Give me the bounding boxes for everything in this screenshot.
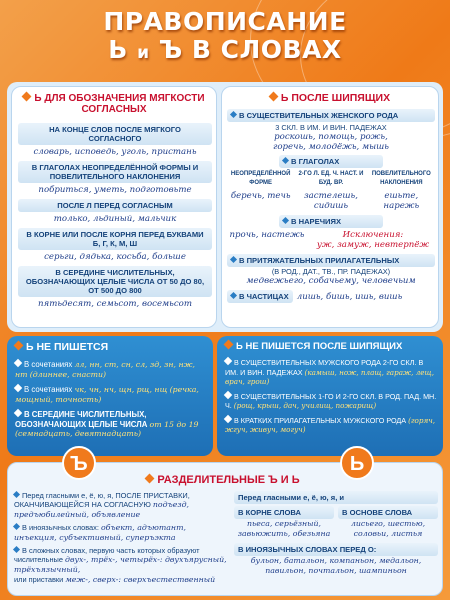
rule-example: только, льдиный, мальчик [53, 214, 177, 224]
adverbs-example: прочь, настежь [229, 230, 305, 240]
adj-sub: (В РОД., ДАТ., ТВ., ПР. ПАДЕЖАХ) [271, 267, 391, 276]
sep-right-bottom: В ИНОЯЗЫЧНЫХ СЛОВАХ ПЕРЕД О: [234, 543, 438, 556]
separating-panel [7, 462, 443, 596]
sep-col: В КОРНЕ СЛОВА пьеса, серьёзный, завьюжить, обезьяна [234, 506, 334, 539]
verbs-col: НЕОПРЕДЕЛЁННОЙ ФОРМЕ беречь, течь [230, 171, 291, 201]
soft-sign-header: Ь ДЛЯ ОБОЗНАЧЕНИЯ МЯГКОСТИ СОГЛАСНЫХ [12, 93, 216, 115]
page-title [0, 8, 450, 67]
title-soft-sign: Ь [108, 35, 128, 64]
top-panel [7, 82, 443, 332]
rule-example: пятьдесят, семьсот, восемьсот [37, 299, 193, 309]
adj-example: медвежьего, собачьему, человечьим [246, 276, 416, 286]
title-and: и [137, 43, 150, 63]
particles-row [227, 290, 435, 303]
not-written-header: Ь НЕ ПИШЕТСЯ [7, 336, 213, 358]
after-sibilants-body [227, 109, 435, 303]
sep-right-columns [234, 506, 438, 539]
sep-col: В ОСНОВЕ СЛОВА лисьего, шестью, соловьи, листья [338, 506, 438, 539]
not-after-header: Ь НЕ ПИШЕТСЯ ПОСЛЕ ШИПЯЩИХ [217, 336, 443, 357]
adverbs-exceptions: Исключения: уж, замуж, невтерпёж [316, 230, 430, 250]
fem-example-2: горечь, молодёжь, мышь [273, 142, 389, 152]
verbs-col: ПОВЕЛИТЕЛЬНОГО НАКЛОНЕНИЯ ешьте, нарежь [371, 171, 431, 211]
verbs-label: В ГЛАГОЛАХ [279, 155, 383, 168]
particles-label: В ЧАСТИЦАХ [227, 290, 293, 303]
rule-label: НА КОНЦЕ СЛОВ ПОСЛЕ МЯГКОГО СОГЛАСНОГО [18, 123, 212, 145]
not-after-body [225, 358, 437, 435]
fem-example-1: роскошь, помощь, рожь, [274, 132, 388, 142]
rule-label: В СЕРЕДИНЕ ЧИСЛИТЕЛЬНЫХ, ОБОЗНАЧАЮЩИХ ЦЕЛЫЕ ЧИСЛА ОТ 50 ДО 80, ОТ 500 ДО 800 [18, 266, 212, 297]
rule-2: В СУЩЕСТВИТЕЛЬНЫХ 1-ГО И 2-ГО СКЛ. В РОД. ПАД. МН. Ч. (рощ, крыш, дач, училищ, пожарищ) [225, 391, 437, 410]
verbs-columns [227, 170, 435, 211]
not-after-panel [217, 336, 443, 456]
rule-label: ПОСЛЕ Л ПЕРЕД СОГЛАСНЫМ [18, 199, 212, 212]
sep-rule: Перед гласными е, ё, ю, я, ПОСЛЕ ПРИСТАВКИ, ОКАНЧИВАЮЩЕЙСЯ НА СОГЛАСНУЮ подъезд, предъюбилейный, объявление [14, 491, 190, 519]
adj-label: В ПРИТЯЖАТЕЛЬНЫХ ПРИЛАГАТЕЛЬНЫХ [227, 254, 435, 267]
after-sibilants-header: Ь ПОСЛЕ ШИПЯЩИХ [222, 93, 438, 104]
rule-label: В КОРНЕ ИЛИ ПОСЛЕ КОРНЯ ПЕРЕД БУКВАМИ Б, Г, К, М, Ш [18, 228, 212, 250]
sep-right-top: Перед гласными е, ё, ю, я, и [234, 491, 438, 504]
rule-example: побриться, уметь, подготовьте [38, 185, 192, 195]
adverbs-row [227, 230, 435, 250]
sep-rule: В сложных словах, первую часть которых образуют числительные двух-, трёх-, четырёх-: двухъярусный, трёхъязычный, [14, 546, 227, 574]
title-line-2 [0, 36, 450, 67]
fem-sub: 3 СКЛ. В ИМ. И ВИН. ПАДЕЖАХ [275, 123, 387, 132]
rule-3: В КРАТКИХ ПРИЛАГАТЕЛЬНЫХ МУЖСКОГО РОДА (горяч, жгуч, живуч, могуч) [225, 415, 435, 434]
fem-label: В СУЩЕСТВИТЕЛЬНЫХ ЖЕНСКОГО РОДА [227, 109, 435, 122]
rule-label: В ГЛАГОЛАХ НЕОПРЕДЕЛЁННОЙ ФОРМЫ И ПОВЕЛИТЕЛЬНОГО НАКЛОНЕНИЯ [18, 161, 212, 183]
not-written-body [15, 360, 207, 439]
verbs-col: 2-ГО Л. ЕД. Ч. НАСТ. И БУД. ВР. застелешь, сидишь [298, 171, 364, 211]
rule-3: В СЕРЕДИНЕ ЧИСЛИТЕЛЬНЫХ, ОБОЗНАЧАЮЩИХ ЦЕЛЫЕ ЧИСЛА от 15 до 19 (семнадцать, девятнадцать) [15, 410, 199, 438]
sep-rule: В иноязычных словах: объект, адъютант, инъекция, субъективный, суперъэкта [14, 523, 186, 542]
sep-right-bottom-example: бульон, батальон, компаньон, медальон, павильон, почтальон, шампиньон [250, 556, 422, 575]
rule-example: словарь, исповедь, уголь, пристань [33, 147, 197, 157]
diamond-icon [268, 92, 278, 102]
title-line-1: ПРАВОПИСАНИЕ [103, 7, 347, 36]
soft-sign-badge: Ь [340, 446, 374, 480]
diamond-icon [22, 92, 32, 102]
hard-sign-badge: Ъ [62, 446, 96, 480]
after-sibilants-card [221, 86, 439, 328]
rule-2: В сочетаниях чк, чн, нч, щн, рщ, нщ (речка, мощный, точность) [15, 385, 199, 404]
rule-1: В сочетаниях лл, нн, ст, сн, сл, зд, зн, нж, нт (длиннее, снасти) [15, 360, 195, 379]
separating-left [14, 491, 228, 585]
rule-1: В СУЩЕСТВИТЕЛЬНЫХ МУЖСКОГО РОДА 2-ГО СКЛ. В ИМ. И ВИН. ПАДЕЖАХ (камыш, нож, плащ, гараж, лещ, врач, грош) [225, 358, 435, 386]
separating-right [234, 491, 438, 576]
title-hard-sign: Ъ В СЛОВАХ [158, 35, 342, 64]
adverbs-label: В НАРЕЧИЯХ [279, 215, 383, 228]
soft-sign-card [11, 86, 217, 328]
soft-sign-rules [18, 123, 212, 309]
not-written-panel [7, 336, 213, 456]
rule-example: серьги, дядька, косьба, больше [44, 252, 186, 262]
particles-example: лишь, бишь, ишь, вишь [296, 291, 403, 302]
separating-header: РАЗДЕЛИТЕЛЬНЫЕ Ъ И Ь [108, 475, 338, 486]
sep-rule: или приставки меж-, сверх-: сверхъестественный [14, 575, 216, 584]
